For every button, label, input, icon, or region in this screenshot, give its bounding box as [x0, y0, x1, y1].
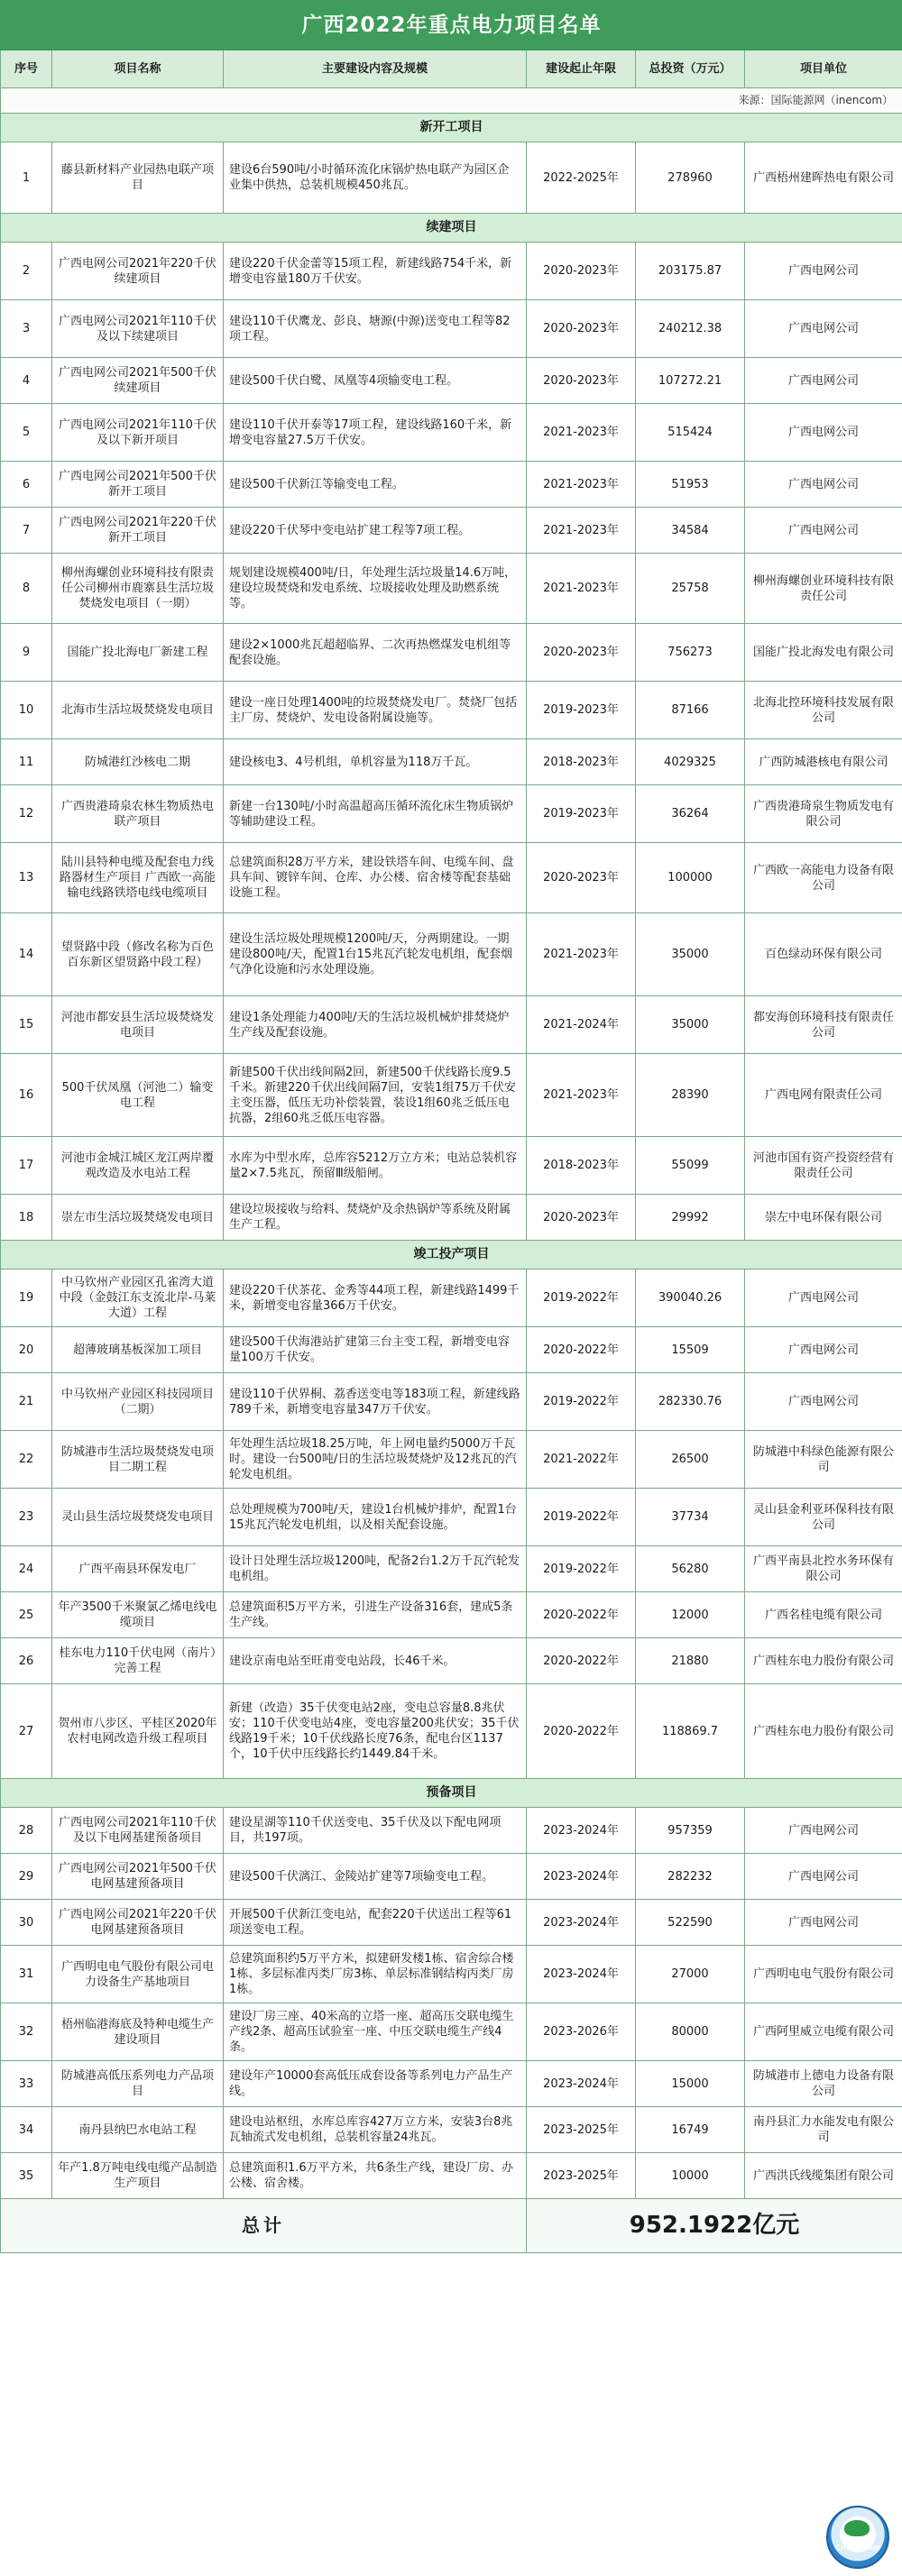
- cell-investment: 15509: [636, 1327, 745, 1373]
- cell-number: 8: [1, 554, 52, 624]
- table-row: [1, 913, 902, 996]
- table-row: [1, 142, 902, 214]
- cell-investment: 16749: [636, 2107, 745, 2153]
- table-row: [1, 1054, 902, 1137]
- cell-project-name: 广西电网公司2021年220千伏电网基建预备项目: [52, 1900, 224, 1946]
- cell-project-name: 中马钦州产业园区科技园项目（二期）: [52, 1373, 224, 1431]
- table-row: [1, 300, 902, 358]
- cell-unit: 广西电网公司: [745, 358, 902, 404]
- table-row: [1, 843, 902, 913]
- cell-number: 31: [1, 1946, 52, 2003]
- table-row: [1, 1489, 902, 1546]
- cell-period: 2019-2022年: [527, 1489, 636, 1546]
- cell-period: 2020-2023年: [527, 358, 636, 404]
- cell-period: 2021-2024年: [527, 996, 636, 1054]
- cell-investment: 756273: [636, 624, 745, 682]
- column-header: 建设起止年限: [527, 50, 636, 88]
- cell-project-name: 年产3500千米聚氯乙烯电线电缆项目: [52, 1592, 224, 1638]
- cell-unit: 广西电网公司: [745, 1327, 902, 1373]
- cell-scope: 建设500千伏新江等输变电工程。: [224, 462, 527, 508]
- table-title: 广西2022年重点电力项目名单: [1, 1, 902, 50]
- table-row: [1, 2153, 902, 2199]
- cell-investment: 203175.87: [636, 243, 745, 300]
- logo-mark-icon: [844, 2520, 870, 2536]
- cell-period: 2021-2023年: [527, 508, 636, 554]
- site-logo-icon: [826, 2506, 889, 2569]
- cell-scope: 建设年产10000套高低压成套设备等系列电力产品生产线。: [224, 2061, 527, 2107]
- cell-period: 2021-2023年: [527, 462, 636, 508]
- cell-unit: 广西洪氏线缆集团有限公司: [745, 2153, 902, 2199]
- cell-unit: 广西名桂电缆有限公司: [745, 1592, 902, 1638]
- cell-project-name: 望贤路中段（修改名称为百色百东新区望贤路中段工程）: [52, 913, 224, 996]
- cell-scope: 建设500千伏漓江、金陵站扩建等7项输变电工程。: [224, 1854, 527, 1900]
- section-title: 预备项目: [1, 1779, 902, 1808]
- cell-number: 4: [1, 358, 52, 404]
- cell-project-name: 河池市金城江城区龙江两岸覆观改造及水电站工程: [52, 1137, 224, 1195]
- table-row: [1, 1808, 902, 1854]
- cell-period: 2019-2022年: [527, 1546, 636, 1592]
- cell-number: 25: [1, 1592, 52, 1638]
- cell-unit: 广西电网公司: [745, 1854, 902, 1900]
- table-row: [1, 462, 902, 508]
- cell-period: 2023-2024年: [527, 1946, 636, 2003]
- cell-scope: 年处理生活垃圾18.25万吨，年上网电量约5000万千瓦时。建设一台500吨/日的生活垃圾焚烧炉及12兆瓦的汽轮发电机组。: [224, 1431, 527, 1489]
- cell-unit: 国能广投北海发电有限公司: [745, 624, 902, 682]
- total-label: 总计: [1, 2199, 527, 2253]
- cell-number: 33: [1, 2061, 52, 2107]
- table-row: [1, 2107, 902, 2153]
- cell-number: 13: [1, 843, 52, 913]
- table-row: [1, 2003, 902, 2061]
- cell-scope: 建设220千伏茶花、金秀等44项工程，新建线路1499千米，新增变电容量366万千伏安。: [224, 1270, 527, 1327]
- cell-number: 18: [1, 1195, 52, 1241]
- cell-scope: 建设220千伏琴中变电站扩建工程等7项工程。: [224, 508, 527, 554]
- cell-project-name: 灵山县生活垃圾焚烧发电项目: [52, 1489, 224, 1546]
- column-header: 主要建设内容及规模: [224, 50, 527, 88]
- table-row: [1, 1638, 902, 1684]
- cell-scope: 规划建设规模400吨/日，年处理生活垃圾量14.6万吨，建设垃圾焚烧和发电系统、垃圾接收处理及助燃系统等。: [224, 554, 527, 624]
- table-row: [1, 739, 902, 785]
- table-row: [1, 1854, 902, 1900]
- cell-period: 2019-2022年: [527, 1373, 636, 1431]
- cell-project-name: 贺州市八步区、平桂区2020年农村电网改造升级工程项目: [52, 1684, 224, 1779]
- logo-text: CnLng.com: [835, 2544, 880, 2552]
- table-row: [1, 1592, 902, 1638]
- cell-period: 2023-2025年: [527, 2107, 636, 2153]
- cell-investment: 390040.26: [636, 1270, 745, 1327]
- cell-number: 10: [1, 682, 52, 739]
- cell-scope: 建设500千伏海港站扩建第三台主变工程，新增变电容量100万千伏安。: [224, 1327, 527, 1373]
- cell-scope: 建设110千伏开泰等17项工程，建设线路160千米，新增变电容量27.5万千伏安。: [224, 404, 527, 462]
- cell-project-name: 国能广投北海电厂新建工程: [52, 624, 224, 682]
- cell-period: 2023-2024年: [527, 1808, 636, 1854]
- cell-unit: 广西桂东电力股份有限公司: [745, 1638, 902, 1684]
- cell-period: 2020-2023年: [527, 843, 636, 913]
- cell-investment: 4029325: [636, 739, 745, 785]
- cell-period: 2019-2023年: [527, 682, 636, 739]
- cell-scope: 水库为中型水库，总库容5212万立方米；电站总装机容量2×7.5兆瓦，预留Ⅲ级船闸。: [224, 1137, 527, 1195]
- table-row: [1, 1373, 902, 1431]
- table-row: [1, 1270, 902, 1327]
- cell-unit: 广西电网公司: [745, 1270, 902, 1327]
- cell-number: 22: [1, 1431, 52, 1489]
- table-row: [1, 1327, 902, 1373]
- cell-number: 32: [1, 2003, 52, 2061]
- cell-unit: 北海北控环境科技发展有限公司: [745, 682, 902, 739]
- cell-scope: 建设京南电站至旺甫变电站段，长46千米。: [224, 1638, 527, 1684]
- cell-project-name: 河池市都安县生活垃圾焚烧发电项目: [52, 996, 224, 1054]
- cell-investment: 10000: [636, 2153, 745, 2199]
- cell-period: 2021-2023年: [527, 913, 636, 996]
- cell-project-name: 崇左市生活垃圾焚烧发电项目: [52, 1195, 224, 1241]
- cell-scope: 设计日处理生活垃圾1200吨，配备2台1.2万千瓦汽轮发电机组。: [224, 1546, 527, 1592]
- table-row: [1, 785, 902, 843]
- cell-project-name: 广西平南县环保发电厂: [52, 1546, 224, 1592]
- table-row: [1, 508, 902, 554]
- cell-period: 2020-2022年: [527, 1638, 636, 1684]
- cell-number: 6: [1, 462, 52, 508]
- cell-project-name: 北海市生活垃圾焚烧发电项目: [52, 682, 224, 739]
- cell-number: 28: [1, 1808, 52, 1854]
- table-row: [1, 1137, 902, 1195]
- cell-period: 2019-2022年: [527, 1270, 636, 1327]
- cell-period: 2018-2023年: [527, 739, 636, 785]
- cell-unit: 广西桂东电力股份有限公司: [745, 1684, 902, 1779]
- cell-project-name: 500千伏凤凰（河池二）输变电工程: [52, 1054, 224, 1137]
- header-row: [1, 50, 902, 88]
- cell-investment: 26500: [636, 1431, 745, 1489]
- cell-scope: 总建筑面积1.6万平方米，共6条生产线，建设厂房、办公楼、宿舍楼。: [224, 2153, 527, 2199]
- cell-scope: 建设1条处理能力400吨/天的生活垃圾机械炉排焚烧炉生产线及配套设施。: [224, 996, 527, 1054]
- cell-unit: 南丹县汇力水能发电有限公司: [745, 2107, 902, 2153]
- cell-project-name: 梧州临港海底及特种电缆生产建设项目: [52, 2003, 224, 2061]
- cell-unit: 灵山县金利亚环保科技有限公司: [745, 1489, 902, 1546]
- cell-project-name: 广西电网公司2021年500千伏续建项目: [52, 358, 224, 404]
- cell-unit: 广西电网公司: [745, 404, 902, 462]
- cell-project-name: 广西电网公司2021年500千伏电网基建预备项目: [52, 1854, 224, 1900]
- cell-unit: 河池市国有资产投资经营有限责任公司: [745, 1137, 902, 1195]
- cell-number: 30: [1, 1900, 52, 1946]
- cell-unit: 广西贵港琦泉生物质发电有限公司: [745, 785, 902, 843]
- table-row: [1, 243, 902, 300]
- column-header: 序号: [1, 50, 52, 88]
- cell-number: 27: [1, 1684, 52, 1779]
- cell-project-name: 广西电网公司2021年220千伏续建项目: [52, 243, 224, 300]
- cell-scope: 建设垃圾接收与给料、焚烧炉及余热锅炉等系统及附属生产工程。: [224, 1195, 527, 1241]
- cell-unit: 广西平南县北控水务环保有限公司: [745, 1546, 902, 1592]
- cell-unit: 广西电网公司: [745, 243, 902, 300]
- cell-project-name: 广西电网公司2021年110千伏及以下电网基建预备项目: [52, 1808, 224, 1854]
- cell-number: 15: [1, 996, 52, 1054]
- cell-scope: 建设220千伏金蕾等15项工程，新建线路754千米，新增变电容量180万千伏安。: [224, 243, 527, 300]
- total-value: 952.1922亿元: [527, 2199, 902, 2253]
- cell-project-name: 广西电网公司2021年110千伏及以下续建项目: [52, 300, 224, 358]
- cell-period: 2020-2022年: [527, 1327, 636, 1373]
- cell-unit: 防城港市上德电力设备有限公司: [745, 2061, 902, 2107]
- section-title: 竣工投产项目: [1, 1241, 902, 1270]
- cell-investment: 118869.7: [636, 1684, 745, 1779]
- section-title: 续建项目: [1, 214, 902, 243]
- cell-unit: 广西梧州建晖热电有限公司: [745, 142, 902, 214]
- cell-number: 3: [1, 300, 52, 358]
- cell-investment: 34584: [636, 508, 745, 554]
- cell-scope: 建设厂房三座、40米高的立塔一座、超高压交联电缆生产线2条、超高压试验室一座、中压交联电缆生产线4条。: [224, 2003, 527, 2061]
- cell-investment: 80000: [636, 2003, 745, 2061]
- cell-number: 17: [1, 1137, 52, 1195]
- cell-period: 2020-2023年: [527, 624, 636, 682]
- cell-period: 2020-2022年: [527, 1592, 636, 1638]
- cell-investment: 55099: [636, 1137, 745, 1195]
- table-row: [1, 1546, 902, 1592]
- cell-investment: 21880: [636, 1638, 745, 1684]
- cell-scope: 建设电站枢纽，水库总库容427万立方米，安装3台8兆瓦轴流式发电机组，总装机容量24兆瓦。: [224, 2107, 527, 2153]
- cell-number: 20: [1, 1327, 52, 1373]
- cell-project-name: 南丹县纳巴水电站工程: [52, 2107, 224, 2153]
- cell-period: 2023-2025年: [527, 2153, 636, 2199]
- cell-unit: 广西电网公司: [745, 462, 902, 508]
- cell-investment: 282232: [636, 1854, 745, 1900]
- section-row: [1, 1779, 902, 1808]
- cell-investment: 12000: [636, 1592, 745, 1638]
- cell-period: 2018-2023年: [527, 1137, 636, 1195]
- table-row: [1, 1195, 902, 1241]
- cell-project-name: 超薄玻璃基板深加工项目: [52, 1327, 224, 1373]
- source-row: [1, 88, 902, 114]
- cell-period: 2021-2023年: [527, 554, 636, 624]
- cell-period: 2020-2023年: [527, 243, 636, 300]
- cell-unit: 广西电网公司: [745, 1900, 902, 1946]
- cell-scope: 总处理规模为700吨/天，建设1台机械炉排炉，配置1台15兆瓦汽轮发电机组，以及相关配套设施。: [224, 1489, 527, 1546]
- cell-investment: 15000: [636, 2061, 745, 2107]
- cell-number: 34: [1, 2107, 52, 2153]
- cell-scope: 总建筑面积5万平方米，引进生产设备316套，建成5条生产线。: [224, 1592, 527, 1638]
- cell-period: 2022-2025年: [527, 142, 636, 214]
- cell-scope: 建设一座日处理1400吨的垃圾焚烧发电厂。焚烧厂包括主厂房、焚烧炉、发电设备附属设施等。: [224, 682, 527, 739]
- section-title: 新开工项目: [1, 114, 902, 142]
- cell-project-name: 广西电网公司2021年500千伏新开工项目: [52, 462, 224, 508]
- cell-unit: 广西电网公司: [745, 1373, 902, 1431]
- cell-investment: 36264: [636, 785, 745, 843]
- cell-scope: 建设2×1000兆瓦超超临界、二次再热燃煤发电机组等配套设施。: [224, 624, 527, 682]
- cell-unit: 广西防城港核电有限公司: [745, 739, 902, 785]
- cell-number: 12: [1, 785, 52, 843]
- cell-period: 2021-2023年: [527, 1054, 636, 1137]
- cell-project-name: 柳州海螺创业环境科技有限责任公司柳州市鹿寨县生活垃圾焚烧发电项目（一期）: [52, 554, 224, 624]
- cell-period: 2020-2022年: [527, 1684, 636, 1779]
- source-note: 来源：国际能源网（inencom）: [1, 88, 902, 114]
- cell-unit: 广西电网公司: [745, 300, 902, 358]
- cell-scope: 新建一台130吨/小时高温超高压循环流化床生物质锅炉等辅助建设工程。: [224, 785, 527, 843]
- cell-investment: 278960: [636, 142, 745, 214]
- cell-period: 2020-2023年: [527, 1195, 636, 1241]
- cell-project-name: 防城港市生活垃圾焚烧发电项目二期工程: [52, 1431, 224, 1489]
- column-header: 项目单位: [745, 50, 902, 88]
- table-row: [1, 554, 902, 624]
- table-row: [1, 1431, 902, 1489]
- cell-period: 2023-2024年: [527, 1900, 636, 1946]
- cell-investment: 957359: [636, 1808, 745, 1854]
- cell-scope: 建设6台590吨/小时循环流化床锅炉热电联产为园区企业集中供热，总装机规模450兆瓦。: [224, 142, 527, 214]
- table-row: [1, 1946, 902, 2003]
- cell-project-name: 防城港高低压系列电力产品项目: [52, 2061, 224, 2107]
- table-row: [1, 996, 902, 1054]
- cell-investment: 51953: [636, 462, 745, 508]
- cell-number: 35: [1, 2153, 52, 2199]
- section-row: [1, 214, 902, 243]
- cell-project-name: 广西电网公司2021年110千伏及以下新开项目: [52, 404, 224, 462]
- cell-number: 7: [1, 508, 52, 554]
- cell-scope: 新建（改造）35千伏变电站2座，变电总容量8.8兆伏安；110千伏变电站4座，变电容量200兆伏安；35千伏线路19千米；10千伏线路长度76条，配电台区1137个，10千伏中压线路长约1449.84千米。: [224, 1684, 527, 1779]
- cell-period: 2023-2024年: [527, 1854, 636, 1900]
- cell-period: 2019-2023年: [527, 785, 636, 843]
- cell-investment: 100000: [636, 843, 745, 913]
- cell-number: 11: [1, 739, 52, 785]
- cell-project-name: 桂东电力110千伏电网（南片）完善工程: [52, 1638, 224, 1684]
- cell-period: 2021-2023年: [527, 404, 636, 462]
- cell-scope: 建设110千伏界桐、荔香送变电等183项工程，新建线路789千米，新增变电容量347万千伏安。: [224, 1373, 527, 1431]
- cell-scope: 建设生活垃圾处理规模1200吨/天，分两期建设。一期建设800吨/天，配置1台15兆瓦汽轮发电机组，配套烟气净化设施和污水处理设施。: [224, 913, 527, 996]
- cell-number: 21: [1, 1373, 52, 1431]
- cell-unit: 崇左中电环保有限公司: [745, 1195, 902, 1241]
- cell-period: 2021-2022年: [527, 1431, 636, 1489]
- cell-unit: 广西阿里威立电缆有限公司: [745, 2003, 902, 2061]
- cell-investment: 25758: [636, 554, 745, 624]
- table-row: [1, 1900, 902, 1946]
- cell-investment: 515424: [636, 404, 745, 462]
- cell-unit: 都安海创环境科技有限责任公司: [745, 996, 902, 1054]
- cell-scope: 建设500千伏白鹭、凤凰等4项输变电工程。: [224, 358, 527, 404]
- table-row: [1, 682, 902, 739]
- cell-period: 2023-2026年: [527, 2003, 636, 2061]
- table-row: [1, 404, 902, 462]
- cell-scope: 建设星湖等110千伏送变电、35千伏及以下配电网项目，共197项。: [224, 1808, 527, 1854]
- cell-unit: 广西电网公司: [745, 1808, 902, 1854]
- cell-scope: 总建筑面积28万平方米，建设铁塔车间、电缆车间、盘具车间、镀锌车间、仓库、办公楼、宿舍楼等配套基础设施工程。: [224, 843, 527, 913]
- cell-project-name: 广西明电电气股份有限公司电力设备生产基地项目: [52, 1946, 224, 2003]
- cell-number: 5: [1, 404, 52, 462]
- cell-scope: 建设核电3、4号机组，单机容量为118万千瓦。: [224, 739, 527, 785]
- cell-investment: 35000: [636, 996, 745, 1054]
- cell-investment: 87166: [636, 682, 745, 739]
- cell-number: 29: [1, 1854, 52, 1900]
- cell-scope: 建设110千伏鹰龙、彭良、塘源(中源)送变电工程等82项工程。: [224, 300, 527, 358]
- table-row: [1, 624, 902, 682]
- cell-investment: 29992: [636, 1195, 745, 1241]
- cell-unit: 广西电网公司: [745, 508, 902, 554]
- table-row: [1, 358, 902, 404]
- cell-investment: 522590: [636, 1900, 745, 1946]
- cell-number: 24: [1, 1546, 52, 1592]
- cell-period: 2020-2023年: [527, 300, 636, 358]
- cell-project-name: 防城港红沙核电二期: [52, 739, 224, 785]
- cell-investment: 35000: [636, 913, 745, 996]
- cell-investment: 27000: [636, 1946, 745, 2003]
- cell-project-name: 藤县新材料产业园热电联产项目: [52, 142, 224, 214]
- table-row: [1, 2061, 902, 2107]
- cell-number: 9: [1, 624, 52, 682]
- table-row: [1, 1684, 902, 1779]
- cell-unit: 广西明电电气股份有限公司: [745, 1946, 902, 2003]
- cell-unit: 广西电网有限责任公司: [745, 1054, 902, 1137]
- cell-number: 1: [1, 142, 52, 214]
- cell-scope: 开展500千伏新江变电站，配套220千伏送出工程等61项送变电工程。: [224, 1900, 527, 1946]
- section-row: [1, 114, 902, 142]
- cell-project-name: 中马钦州产业园区孔雀湾大道中段（金鼓江东支流北岸-马莱大道）工程: [52, 1270, 224, 1327]
- cell-unit: 百色绿动环保有限公司: [745, 913, 902, 996]
- column-header: 项目名称: [52, 50, 224, 88]
- cell-investment: 37734: [636, 1489, 745, 1546]
- cell-investment: 240212.38: [636, 300, 745, 358]
- cell-number: 19: [1, 1270, 52, 1327]
- cell-scope: 总建筑面积约5万平方米，拟建研发楼1栋、宿舍综合楼1栋、多层标准丙类厂房3栋、单层标准钢结构丙类厂房1栋。: [224, 1946, 527, 2003]
- cell-number: 16: [1, 1054, 52, 1137]
- cell-number: 2: [1, 243, 52, 300]
- cell-number: 14: [1, 913, 52, 996]
- cell-scope: 新建500千伏出线间隔2回，新建500千伏线路长度9.5千米。新建220千伏出线间隔7回，安装1组75万千伏安主变压器，低压无功补偿装置，装设1组60兆乏低压电抗器，2组60兆乏低压电容器。: [224, 1054, 527, 1137]
- cell-project-name: 广西贵港琦泉农林生物质热电联产项目: [52, 785, 224, 843]
- column-header: 总投资（万元）: [636, 50, 745, 88]
- cell-investment: 56280: [636, 1546, 745, 1592]
- cell-number: 26: [1, 1638, 52, 1684]
- cell-period: 2023-2024年: [527, 2061, 636, 2107]
- cell-project-name: 陆川县特种电缆及配套电力线路器材生产项目 广西欧一高能输电线路铁塔电线电缆项目: [52, 843, 224, 913]
- cell-investment: 107272.21: [636, 358, 745, 404]
- cell-project-name: 广西电网公司2021年220千伏新开工项目: [52, 508, 224, 554]
- total-row: [1, 2199, 902, 2253]
- cell-unit: 广西欧一高能电力设备有限公司: [745, 843, 902, 913]
- cell-investment: 28390: [636, 1054, 745, 1137]
- cell-number: 23: [1, 1489, 52, 1546]
- cell-investment: 282330.76: [636, 1373, 745, 1431]
- cell-project-name: 年产1.8万吨电线电缆产品制造生产项目: [52, 2153, 224, 2199]
- section-row: [1, 1241, 902, 1270]
- cell-unit: 防城港中科绿色能源有限公司: [745, 1431, 902, 1489]
- cell-unit: 柳州海螺创业环境科技有限责任公司: [745, 554, 902, 624]
